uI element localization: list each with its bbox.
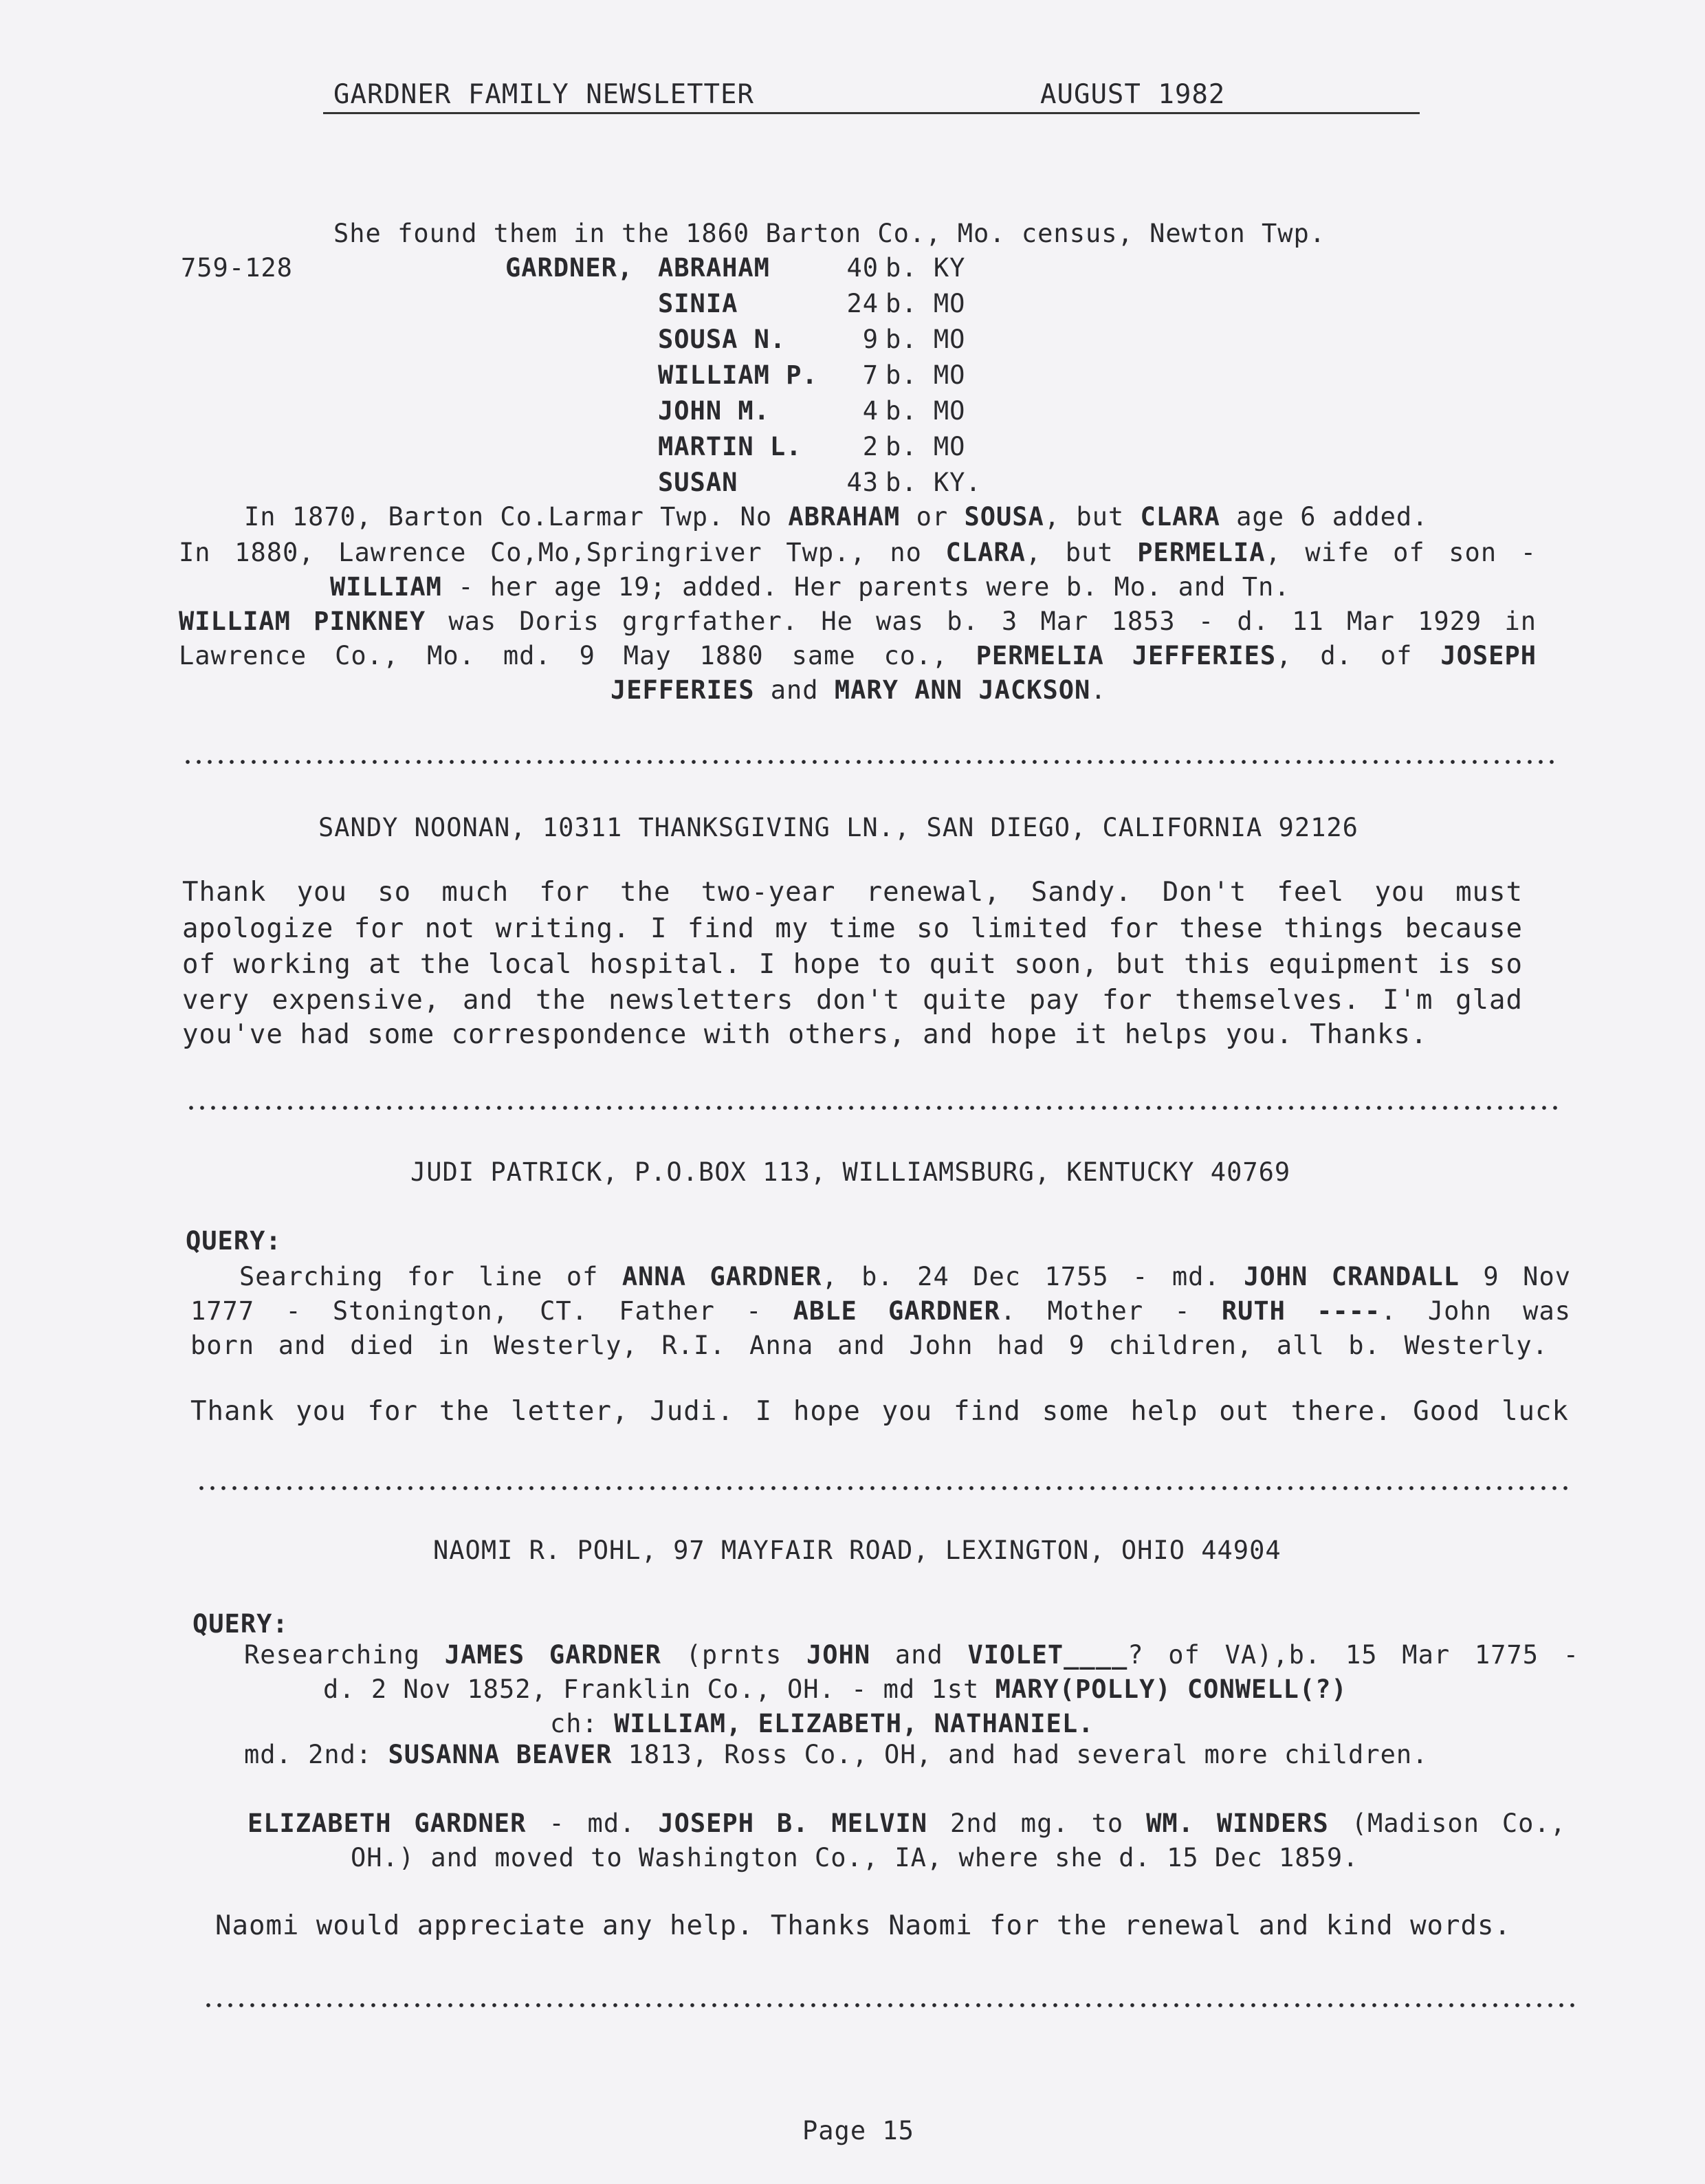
census-age: 24 xyxy=(846,289,879,318)
page-number: Page 15 xyxy=(802,2116,914,2145)
naomi-heading: NAOMI R. POHL, 97 MAYFAIR ROAD, LEXINGTON, OHIO 44904 xyxy=(433,1536,1282,1565)
census-birthplace: b. MO xyxy=(886,396,966,426)
census-birthplace: b. MO xyxy=(886,360,966,390)
judi-query-label: QUERY: xyxy=(186,1226,282,1256)
sandy-text-line: very expensive, and the newsletters don't quite pay for themselves. I'm glad xyxy=(182,985,1523,1016)
judi-query-line-1: Searching for line of ANNA GARDNER, b. 24 Dec 1755 - md. JOHN CRANDALL 9 Nov xyxy=(239,1262,1571,1291)
census-birthplace: b. MO xyxy=(886,432,966,461)
census-name: SOUSA N. xyxy=(658,325,786,354)
census-birthplace: b. MO xyxy=(886,289,966,318)
naomi-query-line-3: ch: WILLIAM, ELIZABETH, NATHANIEL. xyxy=(550,1709,1094,1738)
naomi-thanks: Naomi would appreciate any help. Thanks Naomi for the renewal and kind words. xyxy=(215,1910,1511,1941)
census-name: JOHN M. xyxy=(658,396,770,426)
dotted-divider xyxy=(203,2002,1574,2008)
naomi-query-line-4: md. 2nd: SUSANNA BEAVER 1813, Ross Co., OH, and had several more children. xyxy=(244,1740,1429,1769)
sandy-text-line: you've had some correspondence with others, and hope it helps you. Thanks. xyxy=(182,1019,1428,1050)
naomi-query-label: QUERY: xyxy=(192,1609,289,1639)
judi-heading: JUDI PATRICK, P.O.BOX 113, WILLIAMSBURG, KENTUCKY 40769 xyxy=(410,1157,1291,1187)
census-1880-line: In 1880, Lawrence Co,Mo,Springriver Twp., no CLARA, but PERMELIA, wife of son - xyxy=(179,538,1537,567)
census-intro: She found them in the 1860 Barton Co., Mo. census, Newton Twp. xyxy=(333,219,1326,248)
judi-query-line-3: born and died in Westerly, R.I. Anna and John had 9 children, all b. Westerly. xyxy=(190,1331,1548,1360)
census-name: WILLIAM P. xyxy=(658,360,818,390)
sandy-text-line: apologize for not writing. I find my time so limited for these things because xyxy=(182,913,1523,944)
judi-query-line-2: 1777 - Stonington, CT. Father - ABLE GARDNER. Mother - RUTH ----. John was xyxy=(190,1296,1572,1326)
census-name: SINIA xyxy=(658,289,738,318)
census-age: 9 xyxy=(862,325,879,354)
census-age: 2 xyxy=(862,432,879,461)
sandy-heading: SANDY NOONAN, 10311 THANKSGIVING LN., SAN DIEGO, CALIFORNIA 92126 xyxy=(318,813,1358,842)
census-age: 4 xyxy=(862,396,879,426)
dotted-divider xyxy=(186,1105,1557,1111)
sandy-text-line: of working at the local hospital. I hope to quit soon, but this equipment is so xyxy=(182,949,1523,980)
dotted-divider xyxy=(196,1485,1568,1491)
census-birthplace: b. KY xyxy=(886,253,966,283)
naomi-query-line-1: Researching JAMES GARDNER (prnts JOHN and VIOLET____? of VA),b. 15 Mar 1775 - xyxy=(244,1640,1579,1670)
census-record-number: 759-128 xyxy=(181,253,293,283)
census-1870-line: In 1870, Barton Co.Larmar Twp. No ABRAHAM or SOUSA, but CLARA age 6 added. xyxy=(244,502,1429,532)
header-rule xyxy=(323,112,1420,114)
census-1880-line-2: WILLIAM - her age 19; added. Her parents were b. Mo. and Tn. xyxy=(330,572,1290,602)
elizabeth-line-1: ELIZABETH GARDNER - md. JOSEPH B. MELVIN 2nd mg. to WM. WINDERS (Madison Co., xyxy=(248,1809,1567,1838)
census-birthplace: b. MO xyxy=(886,325,966,354)
william-pinkney-line-2: Lawrence Co., Mo. md. 9 May 1880 same co., PERMELIA JEFFERIES, d. of JOSEPH xyxy=(179,641,1537,670)
census-age: 43 xyxy=(846,468,879,497)
judi-thanks: Thank you for the letter, Judi. I hope you find some help out there. Good luck xyxy=(190,1396,1569,1427)
naomi-query-line-2: d. 2 Nov 1852, Franklin Co., OH. - md 1st MARY(POLLY) CONWELL(?) xyxy=(323,1674,1348,1704)
census-birthplace: b. KY. xyxy=(886,468,982,497)
census-name: SUSAN xyxy=(658,468,738,497)
dotted-divider xyxy=(182,759,1554,765)
elizabeth-line-2: OH.) and moved to Washington Co., IA, where she d. 15 Dec 1859. xyxy=(351,1843,1359,1872)
census-name: ABRAHAM xyxy=(658,253,770,283)
newsletter-date: AUGUST 1982 xyxy=(1040,79,1226,110)
census-name: MARTIN L. xyxy=(658,432,802,461)
census-age: 40 xyxy=(846,253,879,283)
sandy-text-line: Thank you so much for the two-year renewal, Sandy. Don't feel you must xyxy=(182,877,1523,908)
census-age: 7 xyxy=(862,360,879,390)
william-pinkney-line-3: JEFFERIES and MARY ANN JACKSON. xyxy=(610,675,1107,705)
newsletter-title: GARDNER FAMILY NEWSLETTER xyxy=(333,79,754,110)
william-pinkney-line-1: WILLIAM PINKNEY was Doris grgrfather. He was b. 3 Mar 1853 - d. 11 Mar 1929 in xyxy=(179,607,1537,636)
census-surname: GARDNER, xyxy=(505,253,634,283)
